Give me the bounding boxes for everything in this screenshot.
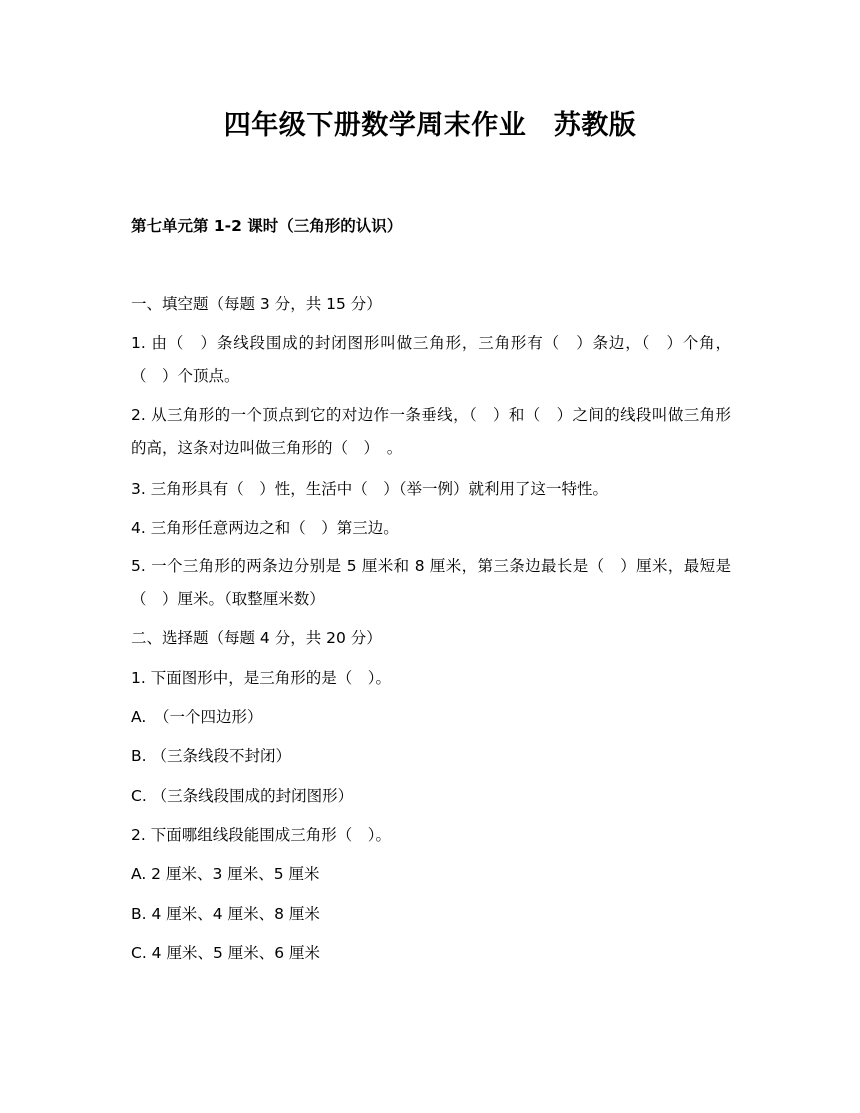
question-choice-2-option-b: B. 4 厘米、4 厘米、8 厘米 — [131, 905, 320, 923]
question-fill-5: 5. 一个三角形的两条边分别是 5 厘米和 8 厘米，第三条边最长是（ ）厘米，最短是（ ）厘米。（取整厘米数） — [131, 557, 731, 608]
question-fill-2: 2. 从三角形的一个顶点到它的对边作一条垂线，（ ）和（ ）之间的线段叫做三角形的高，这条对边叫做三角形的（ ） 。 — [131, 406, 731, 457]
question-choice-1-option-b: B. （三条线段不封闭） — [131, 747, 291, 765]
question-fill-4: 4. 三角形任意两边之和（ ）第三边。 — [131, 519, 399, 537]
section-heading-fill-blank: 一、填空题（每题 3 分，共 15 分） — [131, 295, 382, 313]
section-heading-choice: 二、选择题（每题 4 分，共 20 分） — [131, 629, 382, 647]
question-choice-2-option-c: C. 4 厘米、5 厘米、6 厘米 — [131, 944, 321, 962]
question-fill-1: 1. 由（ ）条线段围成的封闭图形叫做三角形，三角形有（ ）条边，（ ）个角，（ ）个顶点。 — [131, 334, 731, 385]
question-choice-1-option-c: C. （三条线段围成的封闭图形） — [131, 787, 354, 805]
question-fill-3: 3. 三角形具有（ ）性，生活中（ ）（举一例）就利用了这一特性。 — [131, 480, 608, 498]
page-title: 四年级下册数学周末作业 苏教版 — [223, 110, 637, 141]
question-choice-1: 1. 下面图形中，是三角形的是（ ）。 — [131, 669, 391, 687]
question-choice-2-option-a: A. 2 厘米、3 厘米、5 厘米 — [131, 865, 320, 883]
question-choice-2: 2. 下面哪组线段能围成三角形（ ）。 — [131, 826, 391, 844]
question-choice-1-option-a: A. （一个四边形） — [131, 708, 263, 726]
unit-subtitle: 第七单元第 1-2 课时（三角形的认识） — [131, 217, 403, 235]
